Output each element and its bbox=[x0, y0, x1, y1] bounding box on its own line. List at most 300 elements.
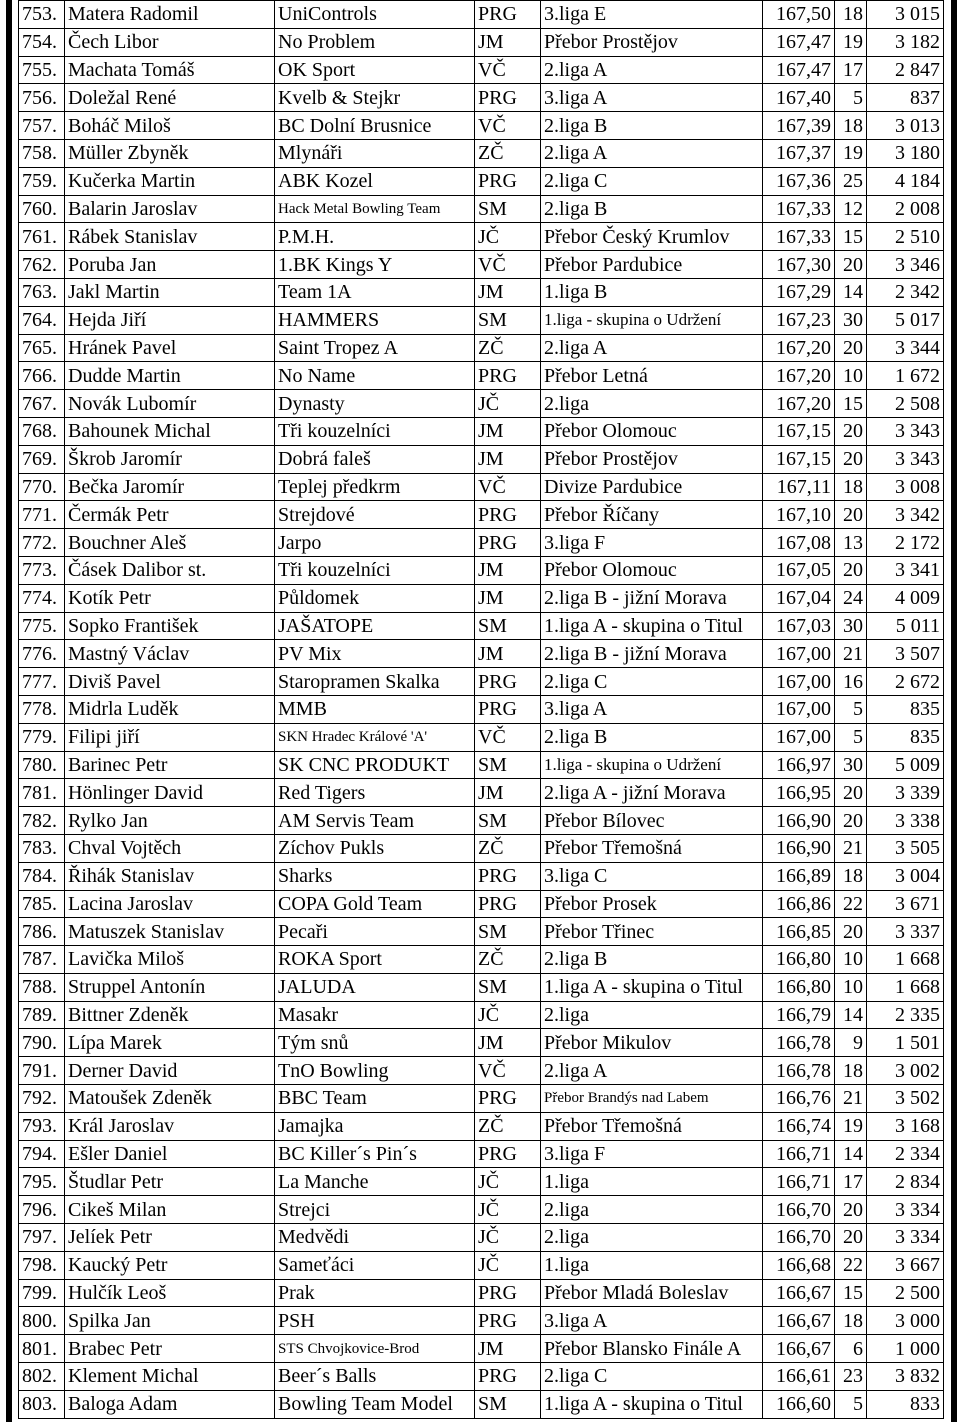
average-cell: 166,60 bbox=[763, 1390, 835, 1418]
rank-cell: 775. bbox=[19, 612, 65, 640]
league-cell: 2.liga B - jižní Morava bbox=[541, 640, 763, 668]
games-cell: 6 bbox=[835, 1335, 867, 1363]
rank-cell: 755. bbox=[19, 56, 65, 84]
games-cell: 5 bbox=[835, 723, 867, 751]
player-name-cell: Bouchner Aleš bbox=[65, 529, 275, 557]
games-cell: 23 bbox=[835, 1363, 867, 1391]
average-cell: 167,33 bbox=[763, 195, 835, 223]
rank-cell: 782. bbox=[19, 807, 65, 835]
rank-cell: 800. bbox=[19, 1307, 65, 1335]
rank-cell: 799. bbox=[19, 1279, 65, 1307]
player-name-cell: Matoušek Zdeněk bbox=[65, 1085, 275, 1113]
rank-cell: 753. bbox=[19, 1, 65, 29]
games-cell: 5 bbox=[835, 1390, 867, 1418]
team-cell: COPA Gold Team bbox=[275, 890, 475, 918]
region-cell: JČ bbox=[475, 223, 541, 251]
region-cell: PRG bbox=[475, 1307, 541, 1335]
region-cell: JM bbox=[475, 640, 541, 668]
region-cell: PRG bbox=[475, 362, 541, 390]
games-cell: 17 bbox=[835, 56, 867, 84]
games-cell: 15 bbox=[835, 223, 867, 251]
region-cell: JM bbox=[475, 417, 541, 445]
league-cell: Přebor Prosek bbox=[541, 890, 763, 918]
rank-cell: 794. bbox=[19, 1140, 65, 1168]
league-cell: Přebor Český Krumlov bbox=[541, 223, 763, 251]
pins-cell: 1 668 bbox=[867, 973, 944, 1001]
average-cell: 167,05 bbox=[763, 556, 835, 584]
pins-cell: 1 501 bbox=[867, 1029, 944, 1057]
player-name-cell: Lacina Jaroslav bbox=[65, 890, 275, 918]
team-cell: BBC Team bbox=[275, 1085, 475, 1113]
player-name-cell: Machata Tomáš bbox=[65, 56, 275, 84]
pins-cell: 3 182 bbox=[867, 28, 944, 56]
games-cell: 15 bbox=[835, 1279, 867, 1307]
league-cell: Přebor Letná bbox=[541, 362, 763, 390]
games-cell: 17 bbox=[835, 1168, 867, 1196]
pins-cell: 3 505 bbox=[867, 834, 944, 862]
average-cell: 167,36 bbox=[763, 167, 835, 195]
league-cell: Přebor Prostějov bbox=[541, 445, 763, 473]
league-cell: 2.liga C bbox=[541, 1363, 763, 1391]
table-row bbox=[19, 1279, 944, 1307]
league-cell: 2.liga A bbox=[541, 1057, 763, 1085]
pins-cell: 4 184 bbox=[867, 167, 944, 195]
league-cell: Divize Pardubice bbox=[541, 473, 763, 501]
region-cell: ZČ bbox=[475, 334, 541, 362]
table-row bbox=[19, 362, 944, 390]
league-cell: 2.liga B bbox=[541, 946, 763, 974]
average-cell: 167,20 bbox=[763, 390, 835, 418]
rank-cell: 787. bbox=[19, 946, 65, 974]
average-cell: 167,04 bbox=[763, 584, 835, 612]
table-row bbox=[19, 306, 944, 334]
rank-cell: 790. bbox=[19, 1029, 65, 1057]
region-cell: SM bbox=[475, 807, 541, 835]
average-cell: 166,68 bbox=[763, 1251, 835, 1279]
games-cell: 20 bbox=[835, 501, 867, 529]
games-cell: 19 bbox=[835, 1112, 867, 1140]
league-cell: 3.liga A bbox=[541, 1307, 763, 1335]
player-name-cell: Čech Libor bbox=[65, 28, 275, 56]
region-cell: ZČ bbox=[475, 1112, 541, 1140]
player-name-cell: Baloga Adam bbox=[65, 1390, 275, 1418]
team-cell: ROKA Sport bbox=[275, 946, 475, 974]
pins-cell: 3 180 bbox=[867, 139, 944, 167]
region-cell: JČ bbox=[475, 1224, 541, 1252]
rank-cell: 765. bbox=[19, 334, 65, 362]
player-name-cell: Hránek Pavel bbox=[65, 334, 275, 362]
table-row bbox=[19, 1363, 944, 1391]
games-cell: 19 bbox=[835, 139, 867, 167]
pins-cell: 3 002 bbox=[867, 1057, 944, 1085]
player-name-cell: Filipi jiří bbox=[65, 723, 275, 751]
player-name-cell: Spilka Jan bbox=[65, 1307, 275, 1335]
pins-cell: 3 344 bbox=[867, 334, 944, 362]
games-cell: 13 bbox=[835, 529, 867, 557]
region-cell: PRG bbox=[475, 1140, 541, 1168]
region-cell: JČ bbox=[475, 1168, 541, 1196]
pins-cell: 3 015 bbox=[867, 1, 944, 29]
average-cell: 166,78 bbox=[763, 1057, 835, 1085]
team-cell: Dobrá faleš bbox=[275, 445, 475, 473]
player-name-cell: Lípa Marek bbox=[65, 1029, 275, 1057]
average-cell: 167,00 bbox=[763, 723, 835, 751]
average-cell: 167,30 bbox=[763, 251, 835, 279]
table-row bbox=[19, 751, 944, 779]
table-row bbox=[19, 1196, 944, 1224]
average-cell: 166,80 bbox=[763, 973, 835, 1001]
league-cell: 2.liga bbox=[541, 390, 763, 418]
region-cell: PRG bbox=[475, 695, 541, 723]
rank-cell: 779. bbox=[19, 723, 65, 751]
average-cell: 167,00 bbox=[763, 668, 835, 696]
region-cell: PRG bbox=[475, 1363, 541, 1391]
pins-cell: 4 009 bbox=[867, 584, 944, 612]
games-cell: 18 bbox=[835, 1307, 867, 1335]
pins-cell: 3 339 bbox=[867, 779, 944, 807]
rank-cell: 783. bbox=[19, 834, 65, 862]
player-name-cell: Bahounek Michal bbox=[65, 417, 275, 445]
pins-cell: 1 672 bbox=[867, 362, 944, 390]
player-name-cell: Kaucký Petr bbox=[65, 1251, 275, 1279]
games-cell: 21 bbox=[835, 834, 867, 862]
table-row bbox=[19, 251, 944, 279]
player-name-cell: Midrla Luděk bbox=[65, 695, 275, 723]
right-border-bar bbox=[951, 0, 957, 1422]
average-cell: 166,78 bbox=[763, 1029, 835, 1057]
player-name-cell: Hulčík Leoš bbox=[65, 1279, 275, 1307]
games-cell: 18 bbox=[835, 1057, 867, 1085]
table-row bbox=[19, 1112, 944, 1140]
table-row bbox=[19, 445, 944, 473]
rank-cell: 754. bbox=[19, 28, 65, 56]
league-cell: 2.liga C bbox=[541, 167, 763, 195]
pins-cell: 3 337 bbox=[867, 918, 944, 946]
table-row bbox=[19, 668, 944, 696]
region-cell: VČ bbox=[475, 112, 541, 140]
pins-cell: 3 334 bbox=[867, 1196, 944, 1224]
player-name-cell: Matera Radomil bbox=[65, 1, 275, 29]
pins-cell: 2 672 bbox=[867, 668, 944, 696]
league-cell: 2.liga B - jižní Morava bbox=[541, 584, 763, 612]
league-cell: 2.liga bbox=[541, 1224, 763, 1252]
games-cell: 10 bbox=[835, 362, 867, 390]
average-cell: 167,15 bbox=[763, 445, 835, 473]
team-cell: Kvelb & Stejkr bbox=[275, 84, 475, 112]
pins-cell: 3 008 bbox=[867, 473, 944, 501]
team-cell: Půldomek bbox=[275, 584, 475, 612]
league-cell: 1.liga A - skupina o Titul bbox=[541, 612, 763, 640]
league-cell: 3.liga C bbox=[541, 862, 763, 890]
region-cell: VČ bbox=[475, 1057, 541, 1085]
average-cell: 166,61 bbox=[763, 1363, 835, 1391]
player-name-cell: Derner David bbox=[65, 1057, 275, 1085]
average-cell: 167,37 bbox=[763, 139, 835, 167]
league-cell: 3.liga F bbox=[541, 1140, 763, 1168]
rank-cell: 766. bbox=[19, 362, 65, 390]
region-cell: PRG bbox=[475, 1085, 541, 1113]
table-row bbox=[19, 195, 944, 223]
team-cell: Tým snů bbox=[275, 1029, 475, 1057]
league-cell: 2.liga bbox=[541, 1196, 763, 1224]
average-cell: 166,90 bbox=[763, 834, 835, 862]
team-cell: SKN Hradec Králové 'A' bbox=[275, 723, 475, 751]
games-cell: 5 bbox=[835, 84, 867, 112]
region-cell: PRG bbox=[475, 668, 541, 696]
table-row bbox=[19, 1335, 944, 1363]
table-row bbox=[19, 1168, 944, 1196]
league-cell: 2.liga A bbox=[541, 334, 763, 362]
table-row bbox=[19, 1057, 944, 1085]
team-cell: Team 1A bbox=[275, 278, 475, 306]
table-row bbox=[19, 529, 944, 557]
player-name-cell: Študlar Petr bbox=[65, 1168, 275, 1196]
team-cell: Saint Tropez A bbox=[275, 334, 475, 362]
league-cell: 2.liga A bbox=[541, 139, 763, 167]
games-cell: 21 bbox=[835, 1085, 867, 1113]
pins-cell: 2 342 bbox=[867, 278, 944, 306]
average-cell: 166,90 bbox=[763, 807, 835, 835]
region-cell: PRG bbox=[475, 529, 541, 557]
table-row bbox=[19, 695, 944, 723]
average-cell: 166,70 bbox=[763, 1224, 835, 1252]
average-cell: 167,20 bbox=[763, 362, 835, 390]
team-cell: La Manche bbox=[275, 1168, 475, 1196]
rank-cell: 756. bbox=[19, 84, 65, 112]
average-cell: 167,29 bbox=[763, 278, 835, 306]
table-row bbox=[19, 1085, 944, 1113]
player-name-cell: Kotík Petr bbox=[65, 584, 275, 612]
team-cell: Prak bbox=[275, 1279, 475, 1307]
games-cell: 30 bbox=[835, 751, 867, 779]
pins-cell: 833 bbox=[867, 1390, 944, 1418]
table-row bbox=[19, 223, 944, 251]
region-cell: JM bbox=[475, 1335, 541, 1363]
rank-cell: 798. bbox=[19, 1251, 65, 1279]
pins-cell: 5 011 bbox=[867, 612, 944, 640]
games-cell: 14 bbox=[835, 1140, 867, 1168]
region-cell: JM bbox=[475, 28, 541, 56]
table-row bbox=[19, 1, 944, 29]
team-cell: No Name bbox=[275, 362, 475, 390]
table-row bbox=[19, 640, 944, 668]
player-name-cell: Boháč Miloš bbox=[65, 112, 275, 140]
team-cell: Red Tigers bbox=[275, 779, 475, 807]
games-cell: 22 bbox=[835, 890, 867, 918]
league-cell: Přebor Třemošná bbox=[541, 834, 763, 862]
average-cell: 166,89 bbox=[763, 862, 835, 890]
pins-cell: 2 334 bbox=[867, 1140, 944, 1168]
team-cell: Tři kouzelníci bbox=[275, 556, 475, 584]
average-cell: 167,15 bbox=[763, 417, 835, 445]
average-cell: 166,67 bbox=[763, 1307, 835, 1335]
region-cell: JM bbox=[475, 445, 541, 473]
league-cell: 2.liga A bbox=[541, 56, 763, 84]
team-cell: OK Sport bbox=[275, 56, 475, 84]
table-row bbox=[19, 973, 944, 1001]
games-cell: 19 bbox=[835, 28, 867, 56]
region-cell: ZČ bbox=[475, 834, 541, 862]
games-cell: 20 bbox=[835, 1224, 867, 1252]
games-cell: 9 bbox=[835, 1029, 867, 1057]
team-cell: JAŠATOPE bbox=[275, 612, 475, 640]
games-cell: 18 bbox=[835, 112, 867, 140]
pins-cell: 2 335 bbox=[867, 1001, 944, 1029]
league-cell: 2.liga B bbox=[541, 112, 763, 140]
league-cell: 1.liga - skupina o Udržení bbox=[541, 751, 763, 779]
rank-cell: 764. bbox=[19, 306, 65, 334]
table-row bbox=[19, 167, 944, 195]
average-cell: 167,20 bbox=[763, 334, 835, 362]
left-border-bar bbox=[6, 0, 12, 1422]
average-cell: 166,95 bbox=[763, 779, 835, 807]
player-name-cell: Rylko Jan bbox=[65, 807, 275, 835]
games-cell: 14 bbox=[835, 278, 867, 306]
player-name-cell: Cikeš Milan bbox=[65, 1196, 275, 1224]
pins-cell: 3 667 bbox=[867, 1251, 944, 1279]
team-cell: Beer´s Balls bbox=[275, 1363, 475, 1391]
pins-cell: 3 343 bbox=[867, 417, 944, 445]
pins-cell: 3 502 bbox=[867, 1085, 944, 1113]
ranking-table bbox=[18, 0, 944, 1419]
player-name-cell: Král Jaroslav bbox=[65, 1112, 275, 1140]
pins-cell: 3 671 bbox=[867, 890, 944, 918]
pins-cell: 3 168 bbox=[867, 1112, 944, 1140]
table-row bbox=[19, 807, 944, 835]
games-cell: 15 bbox=[835, 390, 867, 418]
league-cell: 1.liga bbox=[541, 1168, 763, 1196]
games-cell: 20 bbox=[835, 1196, 867, 1224]
team-cell: Staropramen Skalka bbox=[275, 668, 475, 696]
average-cell: 167,10 bbox=[763, 501, 835, 529]
league-cell: 2.liga A - jižní Morava bbox=[541, 779, 763, 807]
player-name-cell: Mastný Václav bbox=[65, 640, 275, 668]
pins-cell: 3 342 bbox=[867, 501, 944, 529]
games-cell: 10 bbox=[835, 973, 867, 1001]
region-cell: SM bbox=[475, 195, 541, 223]
games-cell: 20 bbox=[835, 556, 867, 584]
region-cell: JM bbox=[475, 584, 541, 612]
table-row bbox=[19, 584, 944, 612]
table-row bbox=[19, 112, 944, 140]
team-cell: ABK Kozel bbox=[275, 167, 475, 195]
player-name-cell: Struppel Antonín bbox=[65, 973, 275, 1001]
region-cell: PRG bbox=[475, 84, 541, 112]
rank-cell: 792. bbox=[19, 1085, 65, 1113]
games-cell: 30 bbox=[835, 306, 867, 334]
games-cell: 30 bbox=[835, 612, 867, 640]
rank-cell: 777. bbox=[19, 668, 65, 696]
team-cell: SK CNC PRODUKT bbox=[275, 751, 475, 779]
rank-cell: 774. bbox=[19, 584, 65, 612]
rank-cell: 797. bbox=[19, 1224, 65, 1252]
rank-cell: 780. bbox=[19, 751, 65, 779]
average-cell: 167,40 bbox=[763, 84, 835, 112]
team-cell: Masakr bbox=[275, 1001, 475, 1029]
average-cell: 166,67 bbox=[763, 1279, 835, 1307]
games-cell: 16 bbox=[835, 668, 867, 696]
table-row bbox=[19, 390, 944, 418]
region-cell: PRG bbox=[475, 167, 541, 195]
team-cell: BC Dolní Brusnice bbox=[275, 112, 475, 140]
average-cell: 167,47 bbox=[763, 28, 835, 56]
rank-cell: 781. bbox=[19, 779, 65, 807]
team-cell: 1.BK Kings Y bbox=[275, 251, 475, 279]
games-cell: 14 bbox=[835, 1001, 867, 1029]
player-name-cell: Chval Vojtěch bbox=[65, 834, 275, 862]
region-cell: JM bbox=[475, 1029, 541, 1057]
rank-cell: 789. bbox=[19, 1001, 65, 1029]
table-row bbox=[19, 1251, 944, 1279]
player-name-cell: Dudde Martin bbox=[65, 362, 275, 390]
region-cell: JM bbox=[475, 278, 541, 306]
games-cell: 10 bbox=[835, 946, 867, 974]
games-cell: 20 bbox=[835, 918, 867, 946]
rank-cell: 762. bbox=[19, 251, 65, 279]
team-cell: STS Chvojkovice-Brod bbox=[275, 1335, 475, 1363]
player-name-cell: Barinec Petr bbox=[65, 751, 275, 779]
pins-cell: 2 510 bbox=[867, 223, 944, 251]
player-name-cell: Jakl Martin bbox=[65, 278, 275, 306]
region-cell: SM bbox=[475, 918, 541, 946]
rank-cell: 796. bbox=[19, 1196, 65, 1224]
pins-cell: 5 017 bbox=[867, 306, 944, 334]
league-cell: Přebor Třemošná bbox=[541, 1112, 763, 1140]
rank-cell: 768. bbox=[19, 417, 65, 445]
pins-cell: 3 334 bbox=[867, 1224, 944, 1252]
team-cell: BC Killer´s Pin´s bbox=[275, 1140, 475, 1168]
player-name-cell: Bečka Jaromír bbox=[65, 473, 275, 501]
player-name-cell: Müller Zbyněk bbox=[65, 139, 275, 167]
team-cell: Jarpo bbox=[275, 529, 475, 557]
table-row bbox=[19, 278, 944, 306]
league-cell: 2.liga C bbox=[541, 668, 763, 696]
player-name-cell: Ešler Daniel bbox=[65, 1140, 275, 1168]
rank-cell: 763. bbox=[19, 278, 65, 306]
team-cell: Sharks bbox=[275, 862, 475, 890]
pins-cell: 5 009 bbox=[867, 751, 944, 779]
rank-cell: 760. bbox=[19, 195, 65, 223]
rank-cell: 767. bbox=[19, 390, 65, 418]
rank-cell: 757. bbox=[19, 112, 65, 140]
player-name-cell: Jelíek Petr bbox=[65, 1224, 275, 1252]
pins-cell: 3 013 bbox=[867, 112, 944, 140]
player-name-cell: Hejda Jiří bbox=[65, 306, 275, 334]
player-name-cell: Hönlinger David bbox=[65, 779, 275, 807]
table-row bbox=[19, 556, 944, 584]
team-cell: PSH bbox=[275, 1307, 475, 1335]
player-name-cell: Škrob Jaromír bbox=[65, 445, 275, 473]
league-cell: 1.liga A - skupina o Titul bbox=[541, 1390, 763, 1418]
rank-cell: 772. bbox=[19, 529, 65, 557]
team-cell: Bowling Team Model bbox=[275, 1390, 475, 1418]
games-cell: 25 bbox=[835, 167, 867, 195]
league-cell: Přebor Mladá Boleslav bbox=[541, 1279, 763, 1307]
region-cell: VČ bbox=[475, 56, 541, 84]
pins-cell: 3 341 bbox=[867, 556, 944, 584]
region-cell: PRG bbox=[475, 862, 541, 890]
games-cell: 20 bbox=[835, 251, 867, 279]
league-cell: 2.liga bbox=[541, 1001, 763, 1029]
pins-cell: 3 338 bbox=[867, 807, 944, 835]
pins-cell: 3 832 bbox=[867, 1363, 944, 1391]
ranking-rows bbox=[19, 1, 944, 1419]
average-cell: 166,97 bbox=[763, 751, 835, 779]
average-cell: 167,47 bbox=[763, 56, 835, 84]
region-cell: PRG bbox=[475, 1279, 541, 1307]
rank-cell: 769. bbox=[19, 445, 65, 473]
league-cell: 3.liga A bbox=[541, 84, 763, 112]
